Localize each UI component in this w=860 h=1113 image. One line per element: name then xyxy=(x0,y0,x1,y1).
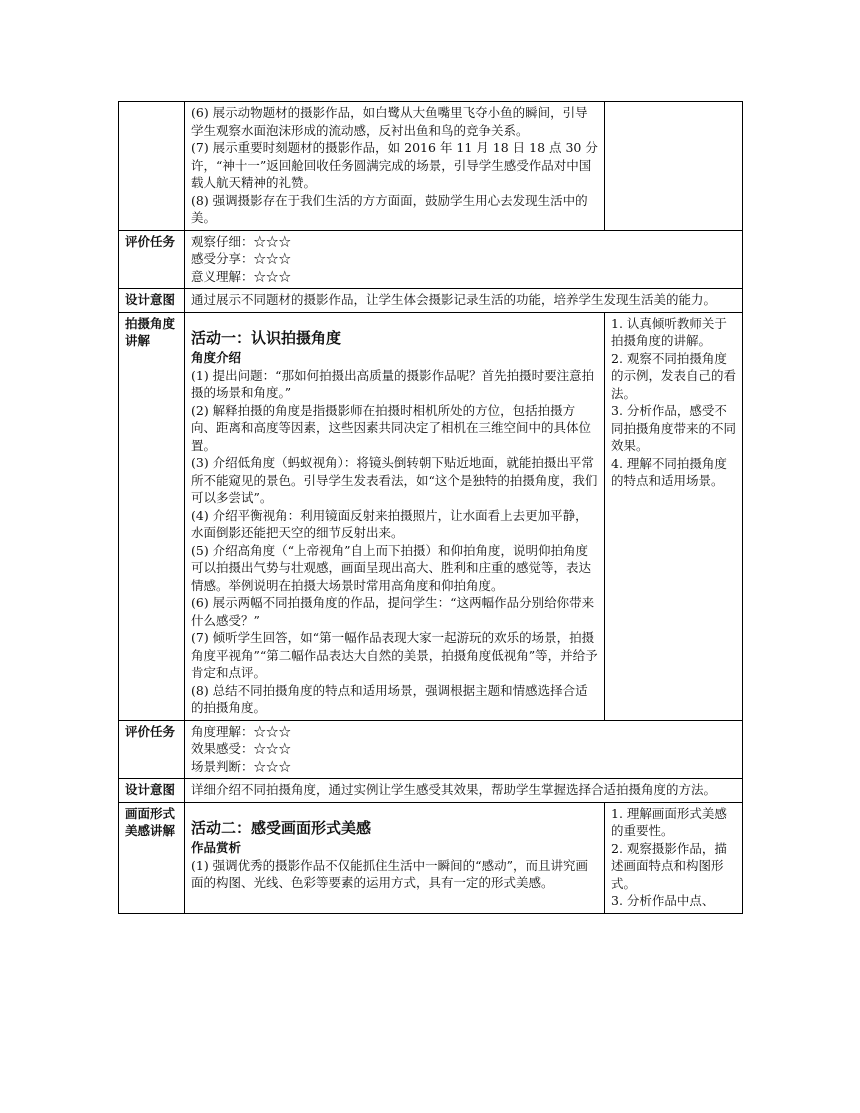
design-intent-label: 设计意图 xyxy=(119,779,185,803)
row-photo-themes xyxy=(119,102,743,231)
evaluation-label: 评价任务 xyxy=(119,230,185,289)
teacher-steps-cell xyxy=(185,802,605,913)
step-item: (6) 展示两幅不同拍摄角度的作品，提问学生：“这两幅作品分别给你带来什么感受？” xyxy=(191,595,595,628)
evaluation-content xyxy=(185,230,743,289)
step-item: (6) 展示动物题材的摄影作品，如白鹭从大鱼嘴里飞夺小鱼的瞬间，引导学生观察水面泡沫形成的流动感，反衬出鱼和鸟的竞争关系。 xyxy=(191,105,588,138)
step-item: (1) 强调优秀的摄影作品不仅能抓住生活中一瞬间的“感动”，而且讲究画面的构图、光线、色彩等要素的运用方式，具有一定的形式美感。 xyxy=(191,857,588,890)
student-activity-item: 3. 分析作品，感受不同拍摄角度带来的不同效果。 xyxy=(611,403,737,453)
section-label-angles: 拍摄角度讲解 xyxy=(119,312,185,720)
step-item: (7) 展示重要时刻题材的摄影作品，如 2016 年 11 月 18 日 18 点 30 分许，“神十一”返回舱回收任务圆满完成的场景，引导学生感受作品对中国载人航天精神的礼赞。 xyxy=(191,140,598,190)
teacher-steps-cell xyxy=(185,312,605,720)
evaluation-item: 感受分享：☆☆☆ xyxy=(191,251,292,266)
student-activity-item: 4. 理解不同拍摄角度的特点和适用场景。 xyxy=(611,455,727,488)
evaluation-item: 效果感受：☆☆☆ xyxy=(191,741,292,756)
section-label-form-beauty: 画面形式美感讲解 xyxy=(119,802,185,913)
student-activity-cell xyxy=(605,802,743,913)
evaluation-label: 评价任务 xyxy=(119,720,185,779)
step-item: (1) 提出问题：“那如何拍摄出高质量的摄影作品呢？首先拍摄时要注意拍摄的场景和角度。” xyxy=(191,367,595,400)
step-item: (7) 倾听学生回答，如“第一幅作品表现大家一起游玩的欢乐的场景，拍摄角度平视角”“第二幅作品表达大自然的美景，拍摄角度低视角”等，并给予肯定和点评。 xyxy=(191,630,598,680)
evaluation-content xyxy=(185,720,743,779)
student-activity-cell xyxy=(605,312,743,720)
step-item: (8) 强调摄影存在于我们生活的方方面面，鼓励学生用心去发现生活中的美。 xyxy=(191,192,588,225)
evaluation-item: 角度理解：☆☆☆ xyxy=(191,723,292,739)
evaluation-item: 场景判断：☆☆☆ xyxy=(191,758,292,774)
activity-title: 活动一：认识拍摄角度 xyxy=(191,328,342,347)
step-item: (8) 总结不同拍摄角度的特点和适用场景，强调根据主题和情感选择合适的拍摄角度。 xyxy=(191,682,588,715)
row-activity-two xyxy=(119,802,743,913)
step-item: (5) 介绍高角度（“上帝视角”自上而下拍摄）和仰拍角度，说明仰拍角度可以拍摄出气势与壮观感，画面呈现出高大、胜利和庄重的感觉等，表达情感。举例说明在拍摄大场景时常用高角度和仰拍角度。 xyxy=(191,542,592,593)
step-item: (4) 介绍平衡视角：利用镜面反射来拍摄照片，让水面看上去更加平静，水面倒影还能把天空的细节反射出来。 xyxy=(191,507,588,540)
row-design-intent xyxy=(119,289,743,313)
row-label-empty xyxy=(119,102,185,231)
evaluation-item: 意义理解：☆☆☆ xyxy=(191,268,292,284)
student-activity-item: 1. 认真倾听教师关于拍摄角度的讲解。 xyxy=(611,315,727,348)
teacher-steps-cell xyxy=(185,102,605,231)
student-activity-item: 3. 分析作品中点、 xyxy=(611,893,715,908)
student-activity-item: 1. 理解画面形式美感的重要性。 xyxy=(611,805,727,838)
row-evaluation xyxy=(119,720,743,779)
step-item: (3) 介绍低角度（蚂蚁视角）：将镜头倒转朝下贴近地面，就能拍摄出平常所不能窥见的景色。引导学生发表看法，如“这个是独特的拍摄角度，我们可以多尝试”。 xyxy=(191,455,598,505)
activity-subtitle: 角度介绍 xyxy=(191,349,242,365)
row-design-intent xyxy=(119,779,743,803)
evaluation-item: 观察仔细：☆☆☆ xyxy=(191,233,292,249)
activity-subtitle: 作品赏析 xyxy=(191,839,242,855)
student-activity-item: 2. 观察摄影作品，描述画面特点和构图形式。 xyxy=(611,840,727,891)
student-activity-item: 2. 观察不同拍摄角度的示例，发表自己的看法。 xyxy=(611,350,737,401)
student-activity-cell xyxy=(605,102,743,231)
step-item: (2) 解释拍摄的角度是指摄影师在拍摄时相机所处的方位，包括拍摄方向、距离和高度等因素，这些因素共同决定了相机在三维空间中的具体位置。 xyxy=(191,402,592,453)
row-evaluation xyxy=(119,230,743,289)
design-intent-text: 通过展示不同题材的摄影作品，让学生体会摄影记录生活的功能，培养学生发现生活美的能力。 xyxy=(185,289,743,313)
lesson-plan-table xyxy=(118,101,743,914)
design-intent-text: 详细介绍不同拍摄角度，通过实例让学生感受其效果，帮助学生掌握选择合适拍摄角度的方法。 xyxy=(185,779,743,803)
design-intent-label: 设计意图 xyxy=(119,289,185,313)
activity-title: 活动二：感受画面形式美感 xyxy=(191,818,372,837)
row-activity-one xyxy=(119,312,743,720)
